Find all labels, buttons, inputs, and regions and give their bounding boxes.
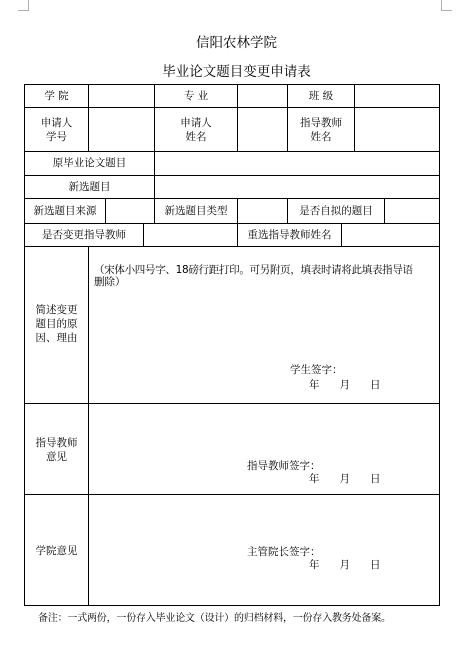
major-label: 专 业 (183, 90, 209, 102)
advisor-signature-date: 年 月 日 (309, 473, 381, 485)
advisor-opinion-label-line2: 意见 (46, 451, 67, 463)
change-advisor-field[interactable] (144, 224, 237, 246)
reason-label-line2: 题目的原 (35, 318, 78, 330)
reason-label-line1: 简述变更 (35, 304, 78, 316)
applicant-name-label-line2: 姓名 (185, 131, 207, 143)
applicant-id-label-line1: 申请人 (40, 117, 73, 129)
table-border-bottom (24, 605, 440, 606)
advisor-name-label-line1: 指导教师 (300, 117, 342, 129)
new-title-type-label: 新选题目类型 (164, 205, 228, 217)
student-signature-date: 年 月 日 (309, 379, 381, 391)
college-opinion-label: 学院意见 (35, 545, 78, 557)
reason-label (25, 303, 88, 345)
advisor-name-label (288, 116, 354, 144)
college-label: 学 院 (44, 90, 69, 102)
self-proposed-label: 是否自拟的题目 (299, 205, 373, 217)
self-proposed-field[interactable] (385, 199, 439, 223)
new-advisor-name-field[interactable] (342, 224, 439, 246)
advisor-opinion-label-line1: 指导教师 (35, 437, 78, 449)
advisor-opinion-field[interactable] (89, 404, 439, 494)
form-title: 毕业论文题目变更申请表 (162, 64, 311, 80)
reason-instruction-line1: （宋体小四号字、18磅行距打印。可另附页，填表时请将此填表指导语 (94, 264, 413, 276)
class-label: 班 级 (308, 90, 334, 102)
footnote: 备注：一式两份，一份存入毕业论文（设计）的归档材料，一份存入教务处备案。 (38, 613, 391, 624)
new-title-type-field[interactable] (238, 199, 287, 223)
new-title-source-field[interactable] (106, 199, 154, 223)
advisor-signature-label: 指导教师签字： (247, 460, 321, 472)
original-title-label: 原毕业论文题目 (52, 157, 127, 169)
original-title-field[interactable] (155, 152, 439, 175)
advisor-opinion-label (25, 436, 88, 464)
major-field[interactable] (238, 85, 287, 107)
dean-signature-date: 年 月 日 (309, 559, 381, 571)
new-title-source-label: 新选题目来源 (33, 205, 97, 217)
applicant-name-label-line1: 申请人 (180, 117, 212, 129)
college-field[interactable] (89, 85, 154, 107)
reason-label-line3: 因、理由 (35, 332, 78, 344)
page-corner-mark-top-left (18, 0, 29, 11)
applicant-id-label-line2: 学号 (46, 131, 67, 143)
student-signature-label: 学生签字： (290, 364, 343, 376)
advisor-name-field[interactable] (355, 108, 439, 151)
applicant-name-label (155, 116, 237, 144)
page-corner-mark-top-right (441, 0, 452, 11)
applicant-id-field[interactable] (89, 108, 154, 151)
applicant-id-label (25, 116, 88, 144)
dean-signature-label: 主管院长签字： (247, 546, 321, 558)
row-separator (24, 198, 440, 199)
new-title-label: 新选题目 (68, 181, 111, 193)
new-advisor-name-label: 重选指导教师姓名 (247, 229, 332, 241)
class-field[interactable] (355, 85, 439, 107)
reason-instruction-line2: 删除） (94, 276, 126, 288)
school-title: 信阳农林学院 (196, 35, 277, 51)
table-border-right (439, 84, 440, 606)
new-title-field[interactable] (155, 176, 439, 198)
applicant-name-field[interactable] (238, 108, 287, 151)
change-advisor-label: 是否变更指导教师 (42, 229, 126, 241)
advisor-name-label-line2: 姓名 (310, 131, 332, 143)
